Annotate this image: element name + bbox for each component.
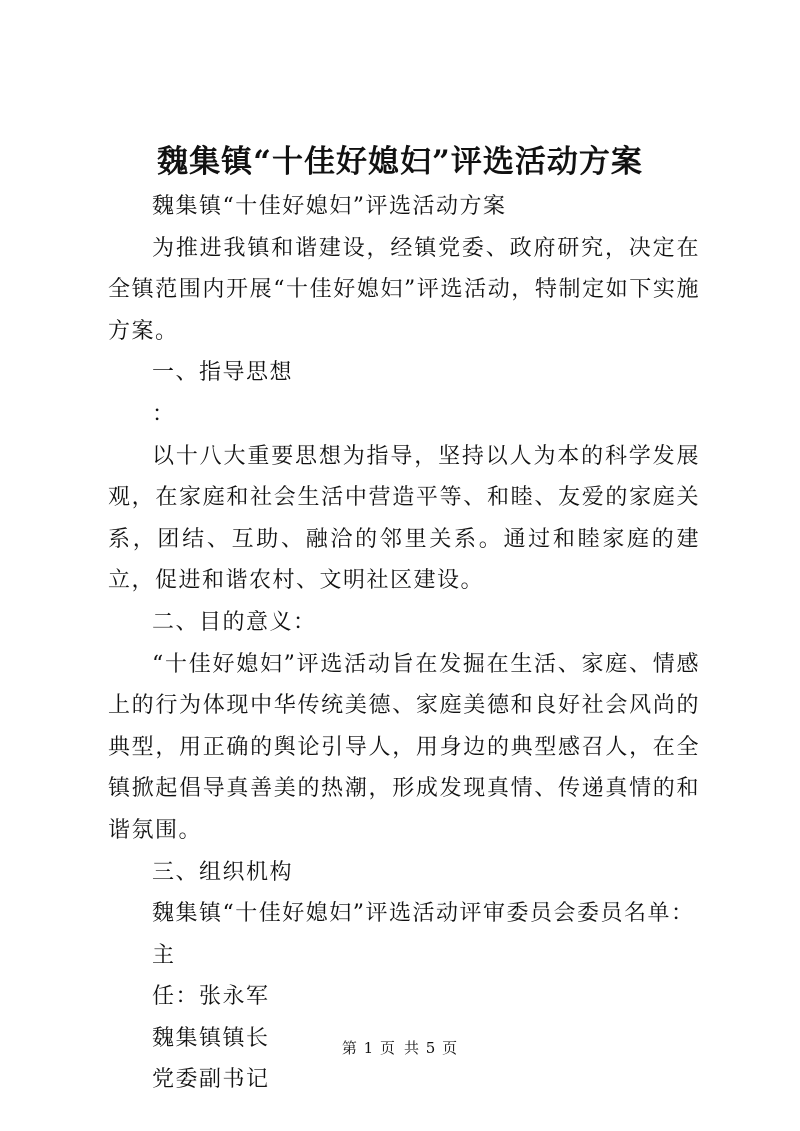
paragraph-deputy-secretary: 党委副书记 xyxy=(152,1067,270,1093)
paragraph-director-name: 任：张永军 xyxy=(152,984,270,1010)
paragraph-subtitle: 魏集镇“十佳好媳妇”评选活动方案 xyxy=(152,194,507,219)
paragraph-director-prefix: 主 xyxy=(152,942,176,968)
section-heading-purpose: 二、目的意义： xyxy=(152,609,317,635)
document-body xyxy=(108,186,700,1101)
page-footer xyxy=(0,1038,800,1058)
paragraph-director-title: 魏集镇镇长 xyxy=(152,1025,270,1051)
document-title: 魏集镇“十佳好媳妇”评选活动方案 xyxy=(157,144,643,180)
section-heading-guiding-thought: 一、指导思想 xyxy=(152,360,294,386)
section-heading-organization: 三、组织机构 xyxy=(152,859,294,885)
paragraph-guiding-thought: 以十八大重要思想为指导，坚持以人为本的科学发展观，在家庭和社会生活中营造平等、和睦、友爱的家庭关系，团结、互助、融洽的邻里关系。通过和睦家庭的建立，促进和谐农村、文明社区建设。 xyxy=(108,443,700,594)
paragraph-intro: 为推进我镇和谐建设，经镇党委、政府研究，决定在全镇范围内开展“十佳好媳妇”评选活动，特制定如下实施方案。 xyxy=(108,235,700,344)
paragraph-purpose: “十佳好媳妇”评选活动旨在发掘在生活、家庭、情感上的行为体现中华传统美德、家庭美德和良好社会风尚的典型，用正确的舆论引导人，用身边的典型感召人，在全镇掀起倡导真善美的热潮，形成发现真情、传递真情的和谐氛围。 xyxy=(108,651,700,843)
paragraph-committee-list: 魏集镇“十佳好媳妇”评选活动评审委员会委员名单： xyxy=(152,901,695,927)
page-number: 第 1 页 xyxy=(341,1039,396,1057)
page-total: 共 5 页 xyxy=(404,1039,459,1057)
paragraph-colon: ： xyxy=(152,401,176,427)
